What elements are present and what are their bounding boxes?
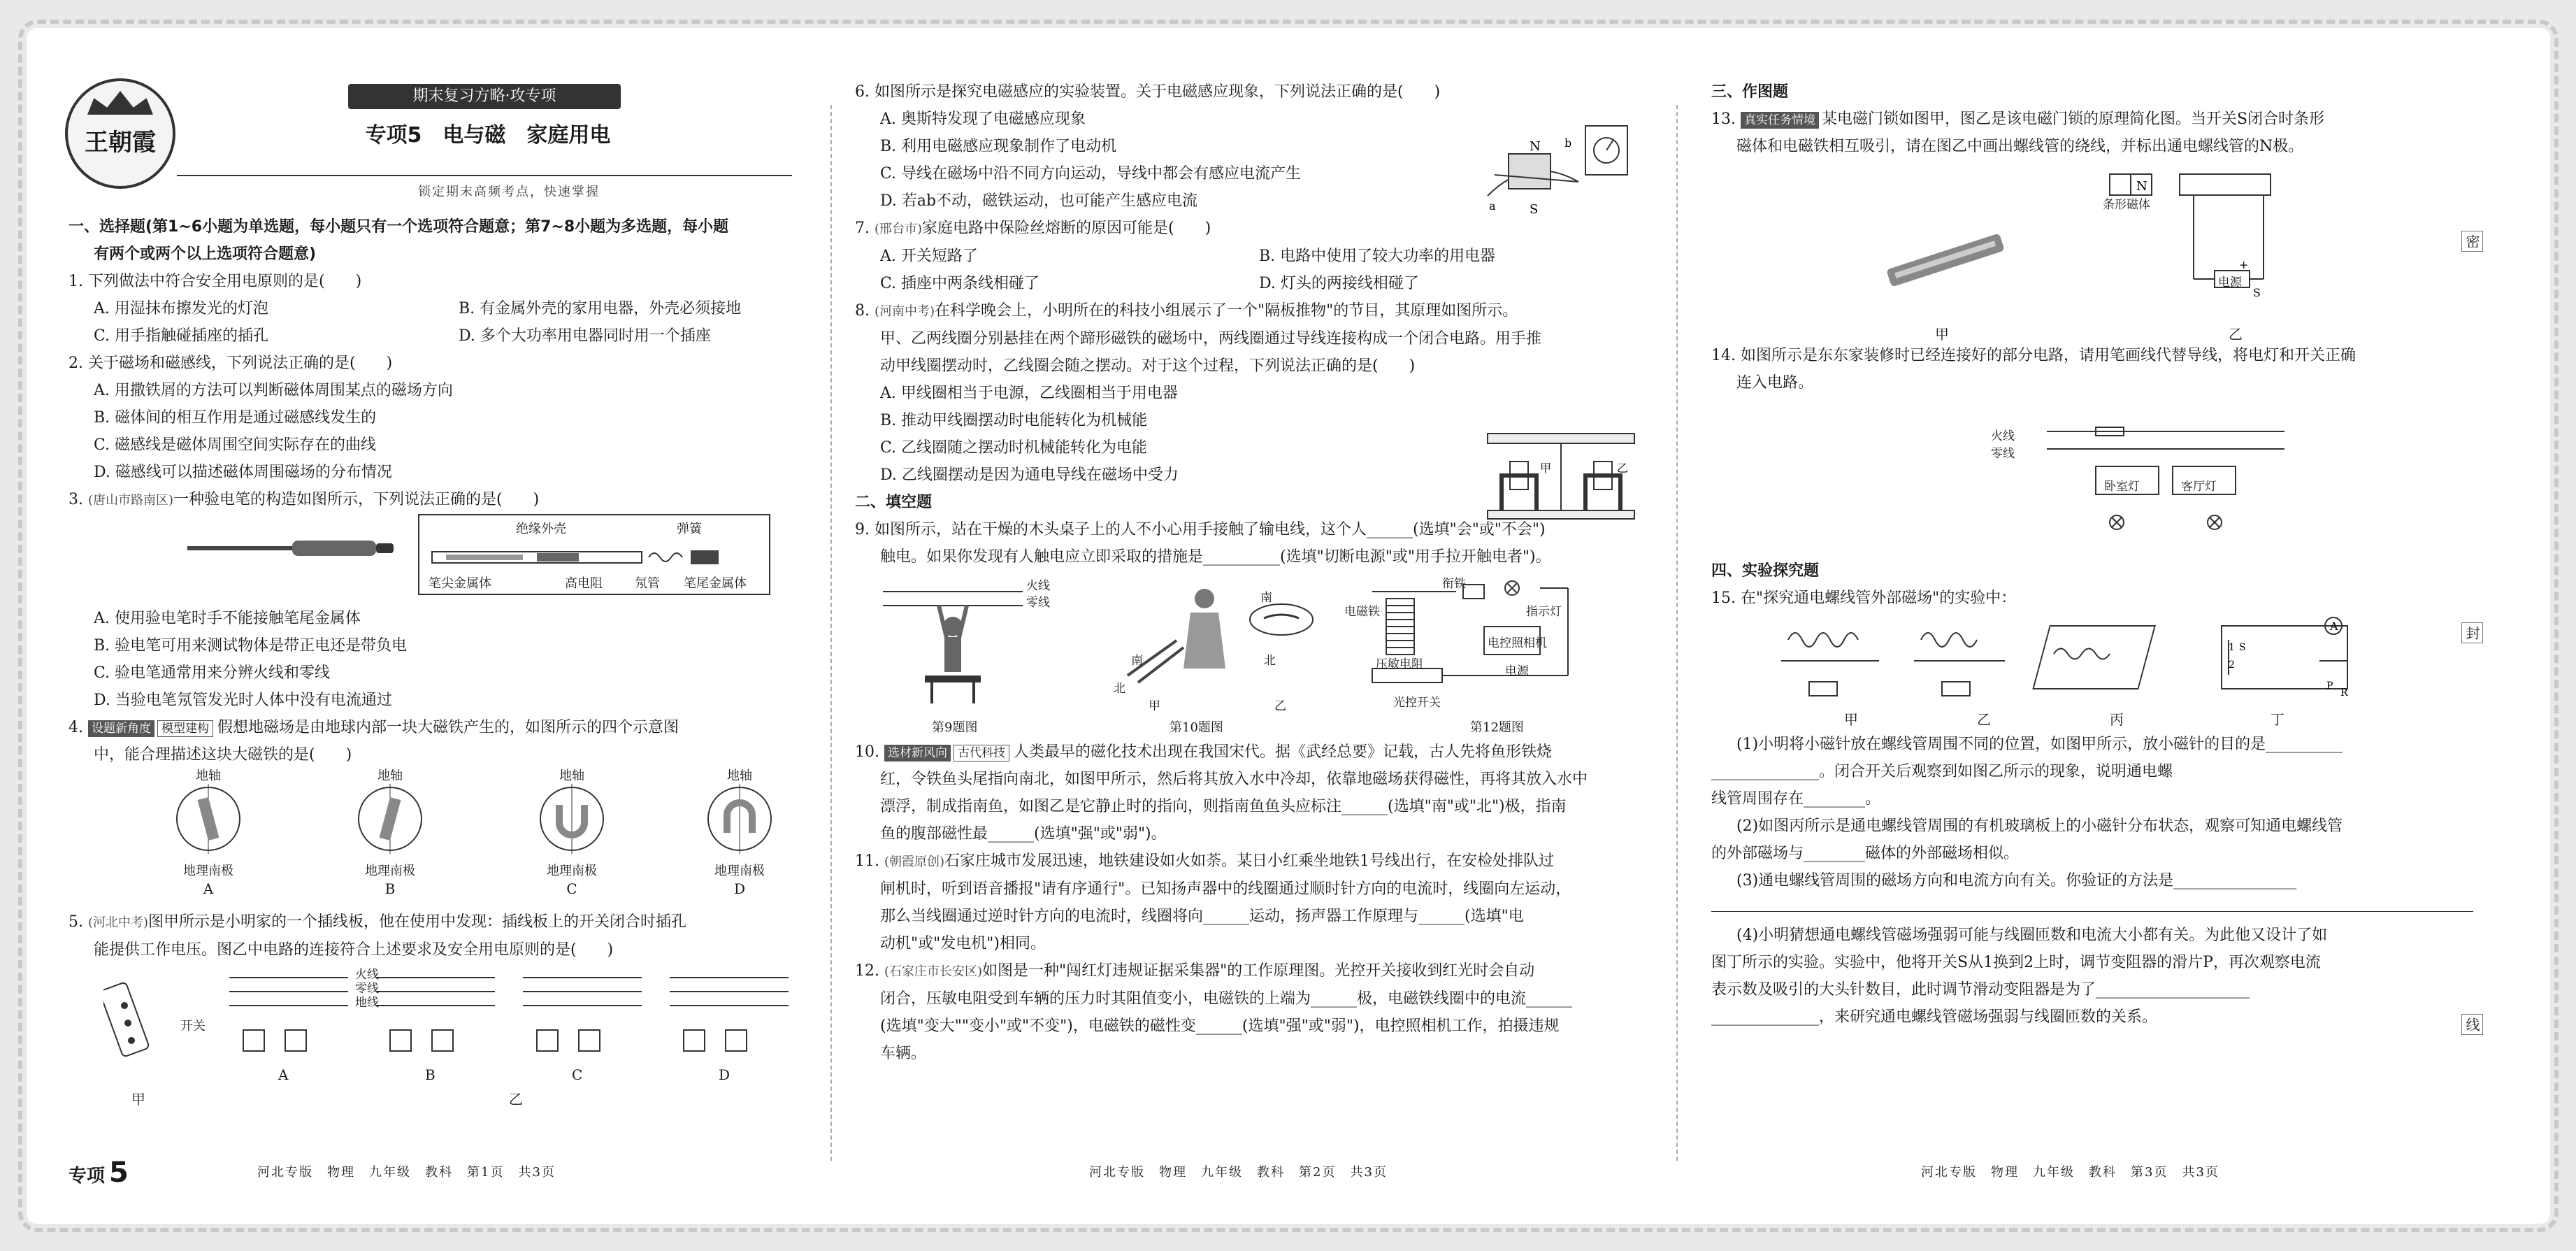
svg-text:+: + [2239,258,2249,271]
fig9-caption: 第9题图 [932,720,978,735]
magnetic-lock-icon [1879,223,2019,300]
axis-label-a: 地轴 [196,769,221,783]
section-choice-heading-2: 有两个或两个以上选项符合题意) [94,245,317,263]
question-10-text-4: 鱼的腹部磁性最______(选填"强"或"弱")。 [880,825,1167,843]
svg-text:a: a [1489,199,1496,213]
figure-12 [1344,571,1624,710]
seal-mark-2: 封 [2461,622,2483,643]
question-9-text-2: 触电。如果你发现有人触电应立即采取的措施是__________(选填"切断电源"或"用手拉开触电者")。 [880,548,1551,566]
footer-page-1: 河北专版 物理 九年级 教科 第1页 共3页 [257,1165,556,1180]
option-3a: A. 使用验电笔时手不能接触笔尾金属体 [94,610,361,627]
question-1: 1. 下列做法中符合安全用电原则的是( ) [69,273,362,290]
question-7: 7. (邢台市)家庭电路中保险丝熔断的原因可能是( ) [855,220,1211,237]
question-15-4: (4)小明猜想通电螺线管磁场强弱可能与线圈匝数和电流大小都有关。为此他又设计了如 [1736,927,2328,944]
banner-text: 期末复习方略·攻专项 [412,87,556,105]
question-3-source: (唐山市路南区) [87,493,174,508]
question-14-text-2: 连入电路。 [1736,374,1814,392]
option-3d: D. 当验电笔氖管发光时人体中没有电流通过 [94,692,392,709]
earth-magnet-a [173,784,243,854]
label-tail-metal: 笔尾金属体 [684,576,747,591]
label-spring: 弹簧 [677,522,702,536]
fig12-indicator: 指示灯 [1526,605,1562,619]
q15-bing: 丙 [2110,711,2124,728]
question-10-text-3: 漂浮，制成指南鱼，如图乙是它静止时的指向，则指南鱼鱼头应标注______(选填"南"或"北")极，指南 [880,798,1567,815]
fig10-north-b: 北 [1114,682,1125,696]
question-4-text-2: 中，能合理描述这块大磁铁的是( ) [94,746,352,764]
question-3: 3. (唐山市路南区)一种验电笔的构造如图所示，下列说法正确的是( ) [69,491,540,508]
question-7-text: 家庭电路中保险丝熔断的原因可能是( ) [922,220,1211,237]
question-4: 4. 设题新角度 模型建构 假想地磁场是由地球内部一块大磁铁产生的，如图所示的四个示意图 [69,719,679,736]
svg-text:b: b [1564,136,1572,150]
question-10: 10. 选材新风向 古代科技 人类最早的磁化技术出现在我国宋代。据《武经总要》记载，古人先将鱼形铁烧 [855,743,1552,761]
option-3b: B. 验电笔可用来测试物体是带正电还是带负电 [94,637,408,655]
fig12-power: 电源 [1505,664,1529,678]
section-experiment-heading: 四、实验探究题 [1711,562,1820,580]
tag-real-task: 真实任务情境 [1741,112,1819,129]
q13-circuit [2103,167,2284,307]
question-12-text-4: 车辆。 [880,1045,927,1062]
question-5-text: 图甲所示是小明家的一个插线板，他在使用中发现：插线板上的开关闭合时插孔 [148,913,687,931]
axis-label-d: 地轴 [727,769,752,783]
label-neon-tube: 氖管 [635,576,660,591]
q5-circuits [229,964,816,1075]
svg-text:N: N [1530,139,1541,154]
pole-label-b: 地理南极 [365,864,415,878]
question-8-text-2: 甲、乙两线圈分别悬挂在两个蹄形磁铁的磁场中，两线圈通过导线连接构成一个闭合电路。用手推 [880,330,1542,348]
pole-label-c: 地理南极 [547,864,597,878]
choice-label-b: B [384,880,396,897]
svg-text:S: S [2253,286,2261,299]
question-12: 12. (石家庄市长安区)如图是一种"闯红灯违规证据采集器"的工作原理图。光控开关接收到红光时会自动 [855,962,1535,980]
screwdriver-icon [187,528,397,570]
question-15-4c: 表示数及吸引的大头针数目，此时调节滑动变阻器是为了____________________ [1711,981,2250,999]
fig12-caption: 第12题图 [1470,720,1524,735]
footer-badge [69,1157,129,1189]
choice-label-a: A [203,880,214,897]
question-3-text: 一种验电笔的构造如图所示，下列说法正确的是( ) [173,491,540,508]
option-8d: D. 乙线圈摆动是因为通电导线在磁场中受力 [880,466,1179,484]
q5-label-b: B [425,1066,436,1083]
logo [65,78,175,189]
fig12-pressure-resistor: 压敏电阻 [1376,657,1423,671]
option-7b: B. 电路中使用了较大功率的用电器 [1259,248,1496,265]
fig10-jia: 甲 [1149,699,1160,713]
fig10-south-a: 南 [1260,591,1272,605]
svg-text:R: R [2340,687,2348,699]
question-11-text: 石家庄城市发展迅速，地铁建设如火如荼。某日小红乘坐地铁1号线出行，在安检处排队过 [944,852,1555,870]
figures-9-10-12 [855,571,1638,738]
q13-yi: 乙 [2229,326,2243,343]
question-5: 5. (河北中考)图甲所示是小明家的一个插线板，他在使用中发现：插线板上的开关闭合时插孔 [69,913,687,931]
question-6: 6. 如图所示是探究电磁感应的实验装置。关于电磁感应现象，下列说法正确的是( ) [855,83,1441,101]
q5-label-d: D [719,1066,731,1083]
header-banner [348,84,621,109]
option-7a: A. 开关短路了 [880,248,978,265]
fig10-caption: 第10题图 [1170,720,1223,735]
pen-section-diagram [425,543,761,571]
fig12-light-switch: 光控开关 [1393,696,1441,710]
section-choice-heading: 一、选择题(第1~6小题为单选题，每小题只有一个选项符合题意；第7~8小题为多选题，每小题 [69,218,729,236]
earth-magnet-d [705,784,775,854]
fig12-camera: 电控照相机 [1488,636,1547,650]
column-divider-1 [830,105,832,1161]
column-2 [855,78,1638,1067]
question-12-text-2: 闭合，压敏电阻受到车辆的压力时其阻值变小，电磁铁的上端为______极，电磁铁线圈中的电流______ [880,990,1573,1008]
option-1d: D. 多个大功率用电器同时用一个插座 [459,327,711,345]
section-drawing-heading: 三、作图题 [1711,83,1789,101]
svg-text:S: S [1530,202,1539,217]
option-1c: C. 用手指触碰插座的插孔 [94,327,269,345]
q14-circuit [2005,417,2298,557]
fig9-neutral-label: 零线 [1026,596,1050,610]
q5-label-a: A [278,1066,289,1083]
option-2d: D. 磁感线可以描述磁体周围磁场的分布情况 [94,464,392,481]
option-8a: A. 甲线圈相当于电源，乙线圈相当于用电器 [880,385,1178,402]
question-8-source: (河南中考) [874,304,935,319]
choice-label-c: C [566,880,577,897]
question-11: 11. (朝霞原创)石家庄城市发展迅速，地铁建设如火如荼。某日小红乘坐地铁1号线出行，在安检处排队过 [855,852,1555,870]
column-divider-2 [1676,105,1678,1161]
question-9: 9. 如图所示，站在干燥的木头桌子上的人不小心用手接触了输电线，这个人______(选填"会"或"不会") [855,521,1546,538]
option-3c: C. 验电笔通常用来分辨火线和零线 [94,664,331,682]
q5-switch-label: 开关 [180,1019,206,1034]
fig10-yi: 乙 [1274,699,1286,713]
question-5-text-2: 能提供工作电压。图乙中电路的连接符合上述要求及安全用电原则的是( ) [94,941,614,959]
earth-magnet-b [355,784,425,854]
column-1 [69,213,823,1110]
page-title: 专项5 电与磁 家庭用电 [365,123,611,148]
q14-live-label: 火线 [1991,429,2015,443]
seal-mark-3: 线 [2461,1014,2483,1035]
figure-q14 [1711,396,2473,557]
option-1a: A. 用湿抹布擦发光的灯泡 [94,300,268,317]
option-2c: C. 磁感线是磁体周围空间实际存在的曲线 [94,436,377,454]
header-rule [177,175,792,176]
question-15-4d: ______________，来研究通电螺线管磁场强弱与线圈匝数的关系。 [1711,1008,2158,1026]
question-2: 2. 关于磁场和磁感线，下列说法正确的是( ) [69,355,393,372]
question-15: 15. 在"探究通电螺线管外部磁场"的实验中： [1711,589,2017,607]
option-7c: C. 插座中两条线相碰了 [880,275,1040,292]
option-6a: A. 奥斯特发现了电磁感应现象 [880,110,1086,128]
question-15-2: (2)如图丙所示是通电螺线管周围的有机玻璃板上的小磁针分布状态，观察可知通电螺线管 [1736,817,2343,835]
answer-line-15-3 [1711,894,2473,912]
q14-bedroom-lamp: 卧室灯 [2104,480,2140,494]
fig12-armature: 衔铁 [1442,577,1466,591]
pole-label-d: 地理南极 [714,864,765,878]
option-6c: C. 导线在磁场中沿不同方向运动，导线中都会有感应电流产生 [880,165,1302,183]
q5-fig-jia: 甲 [131,1091,145,1108]
question-15-1c: 线管周围存在________。 [1711,790,1881,808]
footer-number: 5 [109,1157,129,1189]
question-11-text-4: 动机"或"发电机")相同。 [880,935,1046,952]
column-3 [1711,78,2473,1031]
option-7d: D. 灯头的两接线相碰了 [1259,275,1419,292]
q5-live-label: 火线 [355,968,379,982]
question-15-2b: 的外部磁场与________磁体的外部磁场相似。 [1711,845,2020,862]
fig10-south-b: 南 [1131,654,1143,668]
question-15-3: (3)通电螺线管周围的磁场方向和电流方向有关。你验证的方法是________________ [1736,872,2297,889]
question-10-text-2: 红，令铁鱼头尾指向南北，如图甲所示，然后将其放入水中冷却，依靠地磁场获得磁性，再将其放入水中 [880,771,1588,788]
earth-magnet-c [537,784,607,854]
svg-text:乙: 乙 [1617,462,1629,475]
option-6d: D. 若ab不动，磁铁运动，也可能产生感应电流 [880,192,1198,210]
q15-ding: 丁 [2271,711,2284,728]
choice-label-d: D [733,880,746,897]
figure-q5 [69,964,823,1110]
label-high-resistor: 高电阻 [565,576,603,591]
question-4-text: 假想地磁场是由地球内部一块大磁铁产生的，如图所示的四个示意图 [217,719,679,736]
option-2a: A. 用撒铁屑的方法可以判断磁体周围某点的磁场方向 [94,382,453,399]
question-15-1b: ______________。闭合开关后观察到如图乙所示的现象，说明通电螺 [1711,763,2173,780]
option-8c: C. 乙线圈随之摆动时机械能转化为电能 [880,439,1148,457]
question-12-text-3: (选填"变大""变小"或"不变")，电磁铁的磁性变______(选填"强"或"弱")，电控照相机工作，拍摄违规 [880,1017,1560,1035]
q5-neutral-label: 零线 [355,982,379,996]
question-8: 8. (河南中考)在科学晚会上，小明所在的科技小组展示了一个"隔板推物"的节目，其原理如图所示。 [855,302,1518,320]
question-10-text: 人类最早的磁化技术出现在我国宋代。据《武经总要》记载，古人先将鱼形铁烧 [1013,743,1552,761]
svg-text:S: S [2239,642,2246,653]
figure-q8-coils [1481,420,1641,531]
q15-jia: 甲 [1844,711,1858,728]
fig10-north-a: 北 [1264,654,1276,668]
question-8-text: 在科学晚会上，小明所在的科技小组展示了一个"隔板推物"的节目，其原理如图所示。 [935,302,1518,320]
exam-sheet [27,28,2550,1224]
q5-ground-label: 地线 [355,996,379,1010]
question-8-text-3: 动甲线圈摆动时，乙线圈会随之摆动。对于这个过程，下列说法正确的是( ) [880,357,1416,375]
tag-material: 选材新风向 [884,745,951,762]
svg-text:A: A [2330,620,2338,633]
question-13: 13. 真实任务情境 某电磁门锁如图甲，图乙是该电磁门锁的原理简化图。当开关S闭合时条形 [1711,110,2325,128]
question-1-options [69,295,823,350]
fig9-live-label: 火线 [1026,579,1050,593]
question-15-4b: 图丁所示的实验。实验中，他将开关S从1换到2上时，调节变阻器的滑片P，再次观察电流 [1711,954,2321,971]
seal-mark-1: 密 [2461,231,2483,252]
question-11-source: (朝霞原创) [884,855,945,869]
figure-q4 [69,769,823,908]
q13-power-label: 电源 [2218,276,2242,289]
question-12-text: 如图是一种"闯红灯违规证据采集器"的工作原理图。光控开关接收到红光时会自动 [982,962,1535,980]
footer-label: 专项 [69,1166,106,1187]
label-tip-metal: 笔尖金属体 [429,576,491,591]
option-2b: B. 磁体间的相互作用是通过磁感线发生的 [94,409,377,427]
axis-label-c: 地轴 [559,769,584,783]
svg-text:甲: 甲 [1540,462,1552,475]
q13-bar-magnet-label: 条形磁体 [2103,198,2150,212]
figure-q3 [69,514,823,605]
svg-text:1: 1 [2229,642,2235,653]
footer-page-3: 河北专版 物理 九年级 教科 第3页 共3页 [1921,1165,2219,1180]
question-15-1: (1)小明将小磁针放在螺线管周围不同的位置，如图甲所示，放小磁针的目的是__________ [1736,736,2343,753]
tag-model: 模型建构 [157,720,213,737]
label-insulating-shell: 绝缘外壳 [516,522,566,536]
question-7-options [855,243,1638,297]
question-13-text-2: 磁体和电磁铁相互吸引，请在图乙中画出螺线管的绕线，并标出通电螺线管的N极。 [1736,138,2304,155]
option-8b: B. 推动甲线圈摆动时电能转化为机械能 [880,412,1148,429]
figure-q6-induction [1481,112,1641,217]
option-1b: B. 有金属外壳的家用电器，外壳必须接地 [459,300,742,317]
figure-q15 [1711,612,2473,731]
q13-jia: 甲 [1935,326,1949,343]
question-11-text-3: 那么当线圈通过逆时针方向的电流时，线圈将向______运动，扬声器工作原理与______(选填"电 [880,908,1524,925]
section-fill-heading: 二、填空题 [855,494,933,511]
figure-q13 [1711,160,2473,342]
axis-label-b: 地轴 [377,769,403,783]
svg-text:N: N [2136,179,2147,194]
question-5-source: (河北中考) [87,915,149,930]
logo-text: 王朝霞 [85,129,156,157]
tag-ancient-tech: 古代科技 [954,745,1009,762]
power-strip-icon [103,978,173,1061]
svg-text:P: P [2326,680,2333,692]
question-13-text: 某电磁门锁如图甲，图乙是该电磁门锁的原理简化图。当开关S闭合时条形 [1821,110,2325,128]
tag-new-angle: 设题新角度 [88,720,154,737]
q5-fig-yi: 乙 [509,1091,523,1108]
question-14: 14. 如图所示是东东家装修时已经连接好的部分电路，请用笔画线代替导线，将电灯和开关正确 [1711,347,2356,364]
q5-label-c: C [572,1066,583,1083]
q14-neutral-label: 零线 [1991,447,2015,461]
q15-figures [1774,612,2473,703]
footer-page-2: 河北专版 物理 九年级 教科 第2页 共3页 [1089,1165,1388,1180]
q14-living-lamp: 客厅灯 [2181,480,2217,494]
pole-label-a: 地理南极 [183,864,233,878]
option-6b: B. 利用电磁感应现象制作了电动机 [880,138,1117,155]
page-subtitle: 锁定期末高频考点，快速掌握 [418,185,600,199]
q15-yi: 乙 [1977,711,1991,728]
fig12-electromagnet: 电磁铁 [1344,605,1380,619]
question-12-source: (石家庄市长安区) [884,964,983,979]
figure-9 [883,571,1051,710]
svg-text:2: 2 [2229,659,2235,671]
question-11-text-2: 闸机时，听到语音播报"请有序通行"。已知扬声器中的线圈通过顺时针方向的电流时，线圈向左运动， [880,880,1571,898]
question-7-source: (邢台市) [874,222,923,236]
